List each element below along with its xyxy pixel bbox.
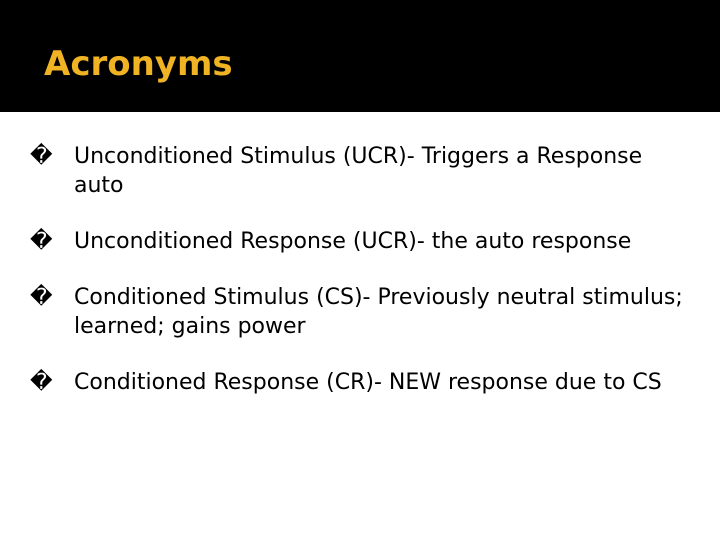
bullet-text: Unconditioned Stimulus (UCR)- Triggers a Response auto: [74, 144, 643, 198]
bullet-list: [30, 142, 690, 424]
bullet-item: [30, 142, 690, 200]
bullet-text: Conditioned Response (CR)- NEW response due to CS: [74, 370, 662, 395]
bullet-marker-icon: �: [30, 285, 53, 310]
bullet-text: Unconditioned Response (UCR)- the auto response: [74, 229, 632, 254]
bullet-marker-icon: �: [30, 370, 53, 395]
bullet-marker-icon: �: [30, 144, 53, 169]
slide-title: Acronyms: [44, 44, 233, 84]
bullet-item: [30, 368, 690, 397]
bullet-marker-icon: �: [30, 229, 53, 254]
bullet-text: Conditioned Stimulus (CS)- Previously neutral stimulus; learned; gains power: [74, 285, 683, 339]
bullet-item: [30, 227, 690, 256]
bullet-item: [30, 283, 690, 341]
title-bar: [0, 0, 720, 112]
